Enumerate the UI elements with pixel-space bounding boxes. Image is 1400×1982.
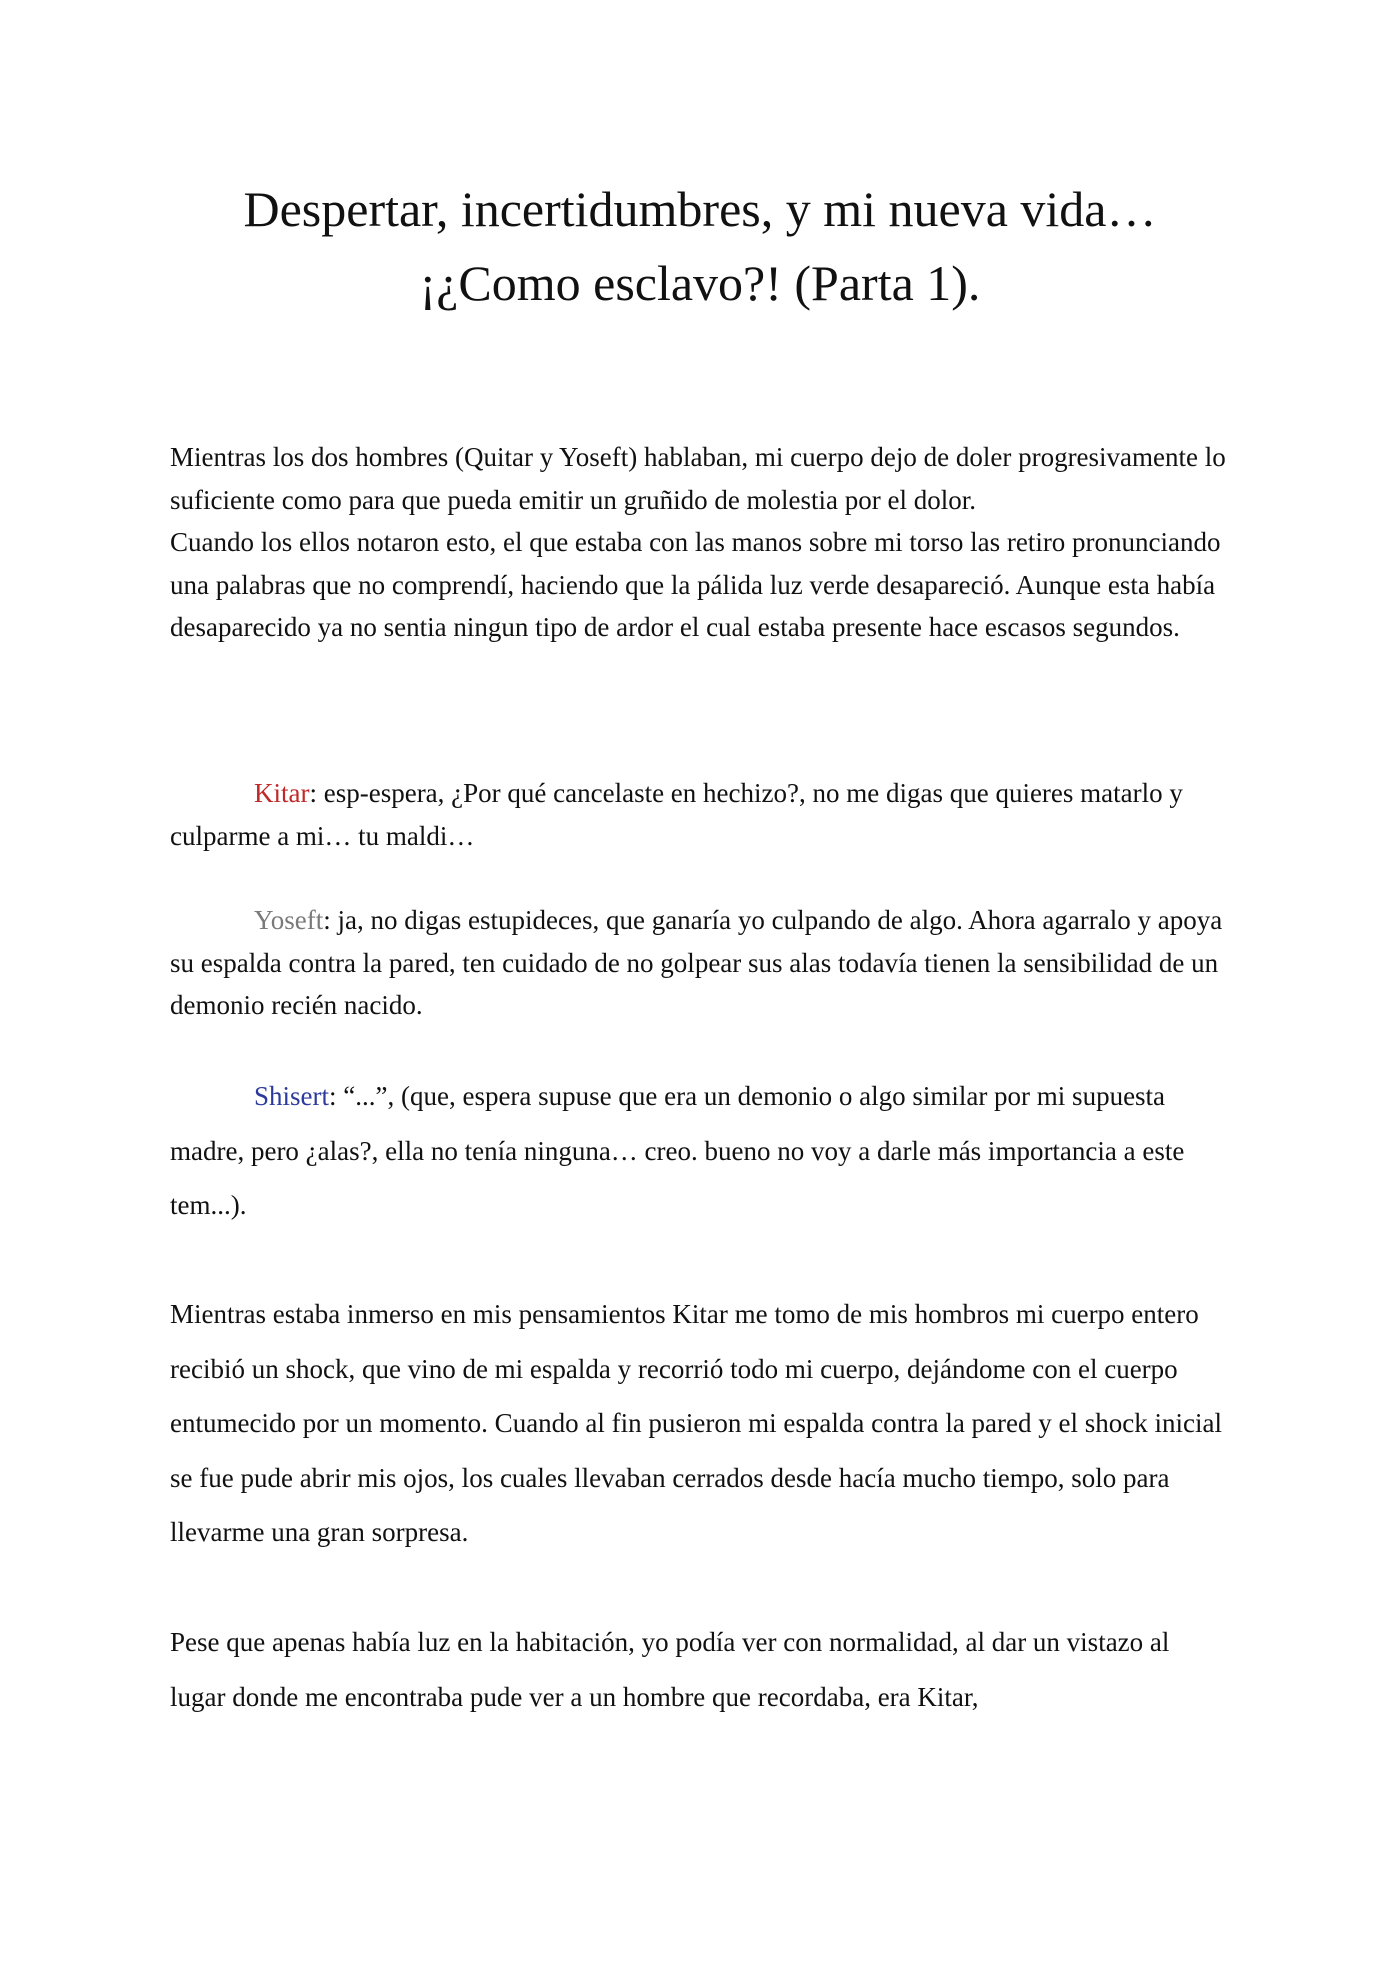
speaker-name-shisert: Shisert — [254, 1081, 330, 1111]
dialogue-kitar — [170, 772, 1230, 857]
dialogue-text-shisert: : “...”, (que, espera supuse que era un demonio o algo similar por mi supuesta madre, pero ¿alas?, ella no tenía ninguna… creo. bueno no voy a darle más importancia a este tem...). — [170, 1081, 1185, 1220]
dialogue-shisert — [170, 1069, 1230, 1233]
speaker-name-yoseft: Yoseft — [254, 905, 324, 935]
paragraph-intro — [170, 436, 1230, 649]
paragraph-intro-first: Mientras los dos hombres (Quitar y Yoseft) hablaban, mi cuerpo dejo de doler progresivamente lo suficiente como para que pueda emitir un gruñido de molestia por el dolor. — [170, 442, 1226, 515]
paragraph-shock: Mientras estaba inmerso en mis pensamientos Kitar me tomo de mis hombros mi cuerpo entero recibió un shock, que vino de mi espalda y recorrió todo mi cuerpo, dejándome con el cuerpo entumecido por un momento. Cuando al fin pusieron mi espalda contra la pared y el shock inicial se fue pude abrir mis ojos, los cuales llevaban cerrados desde hacía mucho tiempo, solo para llevarme una gran sorpresa. — [170, 1299, 1222, 1547]
dialogue-text-kitar: : esp-espera, ¿Por qué cancelaste en hechizo?, no me digas que quieres matarlo y culparme a mi… tu maldi… — [170, 778, 1183, 851]
chapter-title-line-2: ¡¿Como esclavo?! (Parta 1). — [419, 255, 981, 311]
paragraph-room: Pese que apenas había luz en la habitación, yo podía ver con normalidad, al dar un vistazo al lugar donde me encontraba pude ver a un hombre que recordaba, era Kitar, — [170, 1627, 1170, 1712]
chapter-title-line-1: Despertar, incertidumbres, y mi nueva vida… — [243, 181, 1157, 237]
speaker-name-kitar: Kitar — [254, 778, 310, 808]
chapter-title — [120, 172, 1280, 320]
dialogue-yoseft — [170, 899, 1230, 1027]
dialogue-text-yoseft: : ja, no digas estupideces, que ganaría yo culpando de algo. Ahora agarralo y apoya su espalda contra la pared, ten cuidado de no golpear sus alas todavía tienen la sensibilidad de un demonio recién nacido. — [170, 905, 1223, 1020]
paragraph-intro-second: Cuando los ellos notaron esto, el que estaba con las manos sobre mi torso las retiro pronunciando una palabras que no comprendí, haciendo que la pálida luz verde desapareció. Aunque esta había desaparecido ya no sentia ningun tipo de ardor el cual estaba presente hace escasos segundos. — [170, 527, 1221, 642]
